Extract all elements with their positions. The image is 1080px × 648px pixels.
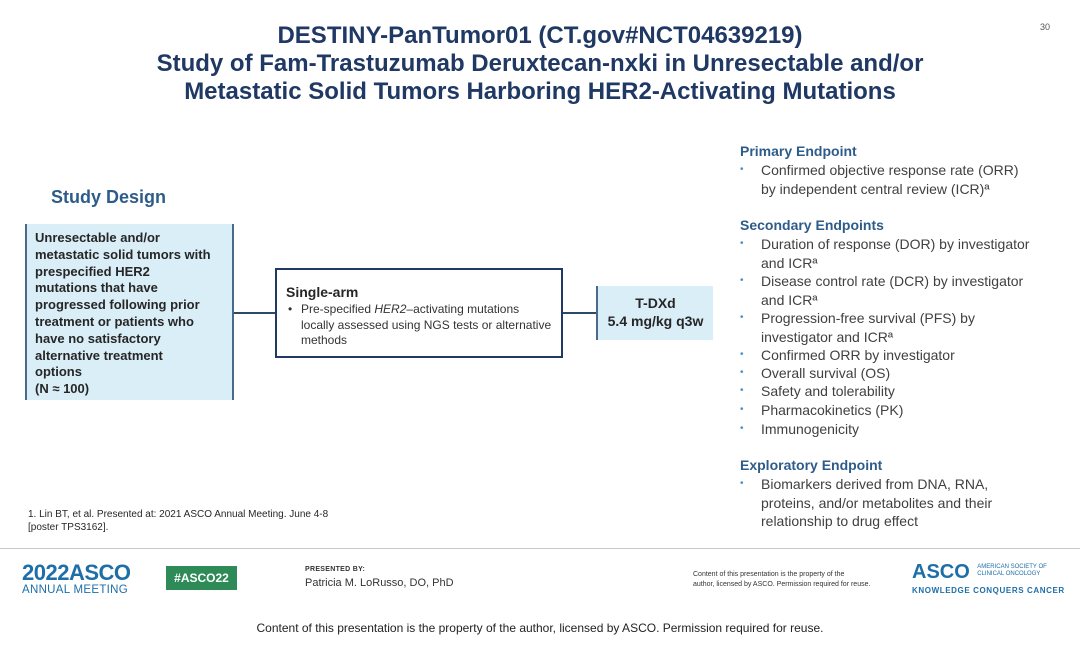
presenter-name: Patricia M. LoRusso, DO, PhD — [305, 577, 454, 589]
slide-title — [40, 22, 1040, 106]
title-line-3: Metastatic Solid Tumors Harboring HER2-Activating Mutations — [184, 78, 896, 105]
footer-divider — [0, 548, 1080, 549]
exploratory-endpoint-heading: Exploratory Endpoint — [740, 457, 883, 473]
secondary-endpoint-item: • Immunogenicity — [740, 421, 860, 437]
study-design-heading: Study Design — [51, 187, 167, 207]
secondary-endpoint-item: • Disease control rate (DCR) by investigator and ICRª — [740, 273, 1024, 308]
population-line: Unresectable and/or — [35, 230, 160, 245]
arm-description — [286, 302, 553, 349]
arm-text-post: –activating mutations locally assessed using NGS tests or alternative methods — [301, 302, 552, 347]
bottom-caption: Content of this presentation is the property of the author, licensed by ASCO. Permission required for reuse. — [256, 621, 824, 635]
footer-notice: Content of this presentation is the property of the author, licensed by ASCO. Permission required for reuse. — [693, 571, 871, 588]
population-line: prespecified HER2 — [35, 263, 150, 279]
secondary-endpoint-item: • Pharmacokinetics (PK) — [740, 402, 904, 418]
bullet-icon: • — [740, 478, 744, 489]
single-arm-box — [275, 268, 563, 358]
population-box — [25, 224, 234, 400]
treatment-drug: T-DXd — [635, 295, 676, 311]
treatment-box — [596, 286, 713, 340]
bullet-icon: • — [740, 312, 744, 323]
title-line-2: Study of Fam-Trastuzumab Deruxtecan-nxki in Unresectable and/or — [156, 50, 924, 77]
population-line: alternative treatment — [35, 347, 163, 363]
presented-by-label: PRESENTED BY: — [305, 566, 366, 573]
secondary-endpoint-item: • Overall survival (OS) — [740, 365, 891, 381]
population-line: options — [35, 364, 82, 380]
bullet-icon: • — [740, 404, 744, 415]
population-line: metastatic solid tumors with — [35, 246, 211, 262]
primary-endpoint-heading: Primary Endpoint — [740, 143, 857, 159]
arm-text-pre: Pre-specified — [301, 302, 375, 316]
population-line: treatment or patients who — [35, 313, 194, 329]
secondary-endpoint-item: • Duration of response (DOR) by investigator and ICRª — [740, 236, 1030, 271]
exploratory-endpoint-item: • Biomarkers derived from DNA, RNA, proteins, and/or metabolites and their relationship to drug effect — [740, 476, 993, 529]
secondary-endpoint-item: • Safety and tolerability — [740, 383, 895, 399]
reference-footnote: 1. Lin BT, et al. Presented at: 2021 ASCO Annual Meeting. June 4-8 [poster TPS3162]. — [28, 509, 329, 533]
secondary-endpoints-heading: Secondary Endpoints — [740, 217, 884, 233]
asco-annual-meeting-logo: 2022ASCO ANNUAL MEETING — [22, 560, 131, 596]
hashtag-badge: #ASCO22 — [166, 566, 237, 590]
bullet-icon: • — [740, 238, 744, 249]
page-number: 30 — [1040, 22, 1051, 32]
arm-bullet: • — [288, 302, 293, 316]
bullet-icon: • — [740, 164, 744, 175]
secondary-endpoint-item: • Confirmed ORR by investigator — [740, 347, 955, 363]
bullet-icon: • — [740, 385, 744, 396]
connector-line — [563, 312, 596, 314]
title-line-1: DESTINY-PanTumor01 (CT.gov#NCT04639219) — [277, 22, 803, 49]
secondary-endpoint-item: • Progression-free survival (PFS) by investigator and ICRª — [740, 310, 975, 345]
treatment-dose: 5.4 mg/kg q3w — [607, 313, 704, 329]
bullet-icon: • — [740, 423, 744, 434]
primary-endpoint-item: • Confirmed objective response rate (ORR) by independent central review (ICR)ª — [740, 162, 1019, 197]
population-line: mutations that have — [35, 280, 158, 296]
arm-title: Single-arm — [286, 284, 359, 300]
population-line: progressed following prior — [35, 297, 200, 313]
bullet-icon: • — [740, 349, 744, 360]
population-line: (N ≈ 100) — [35, 381, 90, 397]
connector-line — [234, 312, 275, 314]
bullet-icon: • — [740, 367, 744, 378]
arm-text-gene: HER2 — [374, 302, 407, 316]
asco-society-logo: ASCO AMERICAN SOCIETY OF CLINICAL ONCOLOGY KNOWLEDGE CONQUERS CANCER — [912, 561, 1065, 595]
bullet-icon: • — [740, 275, 744, 286]
population-line: have no satisfactory — [35, 330, 161, 346]
